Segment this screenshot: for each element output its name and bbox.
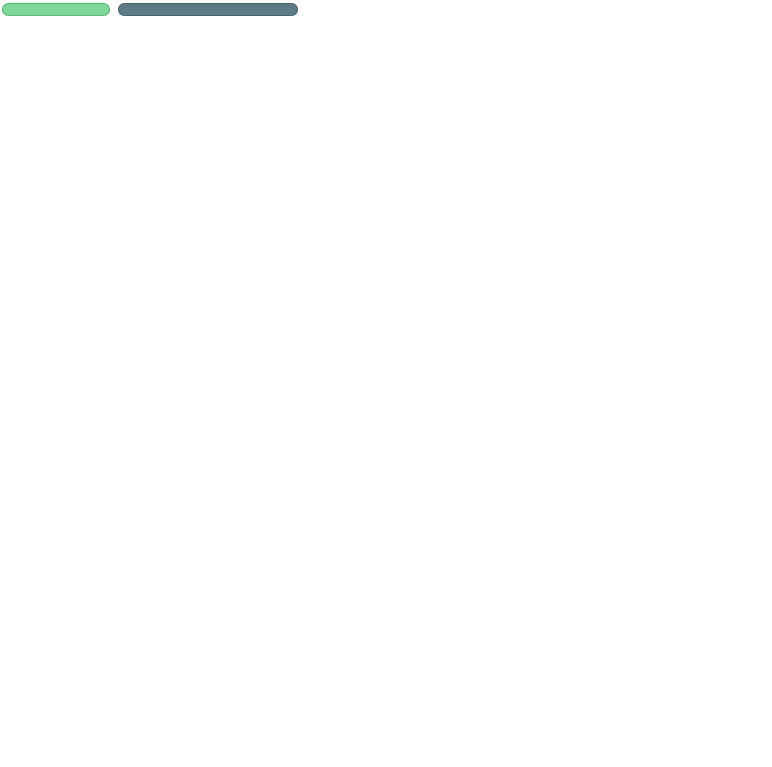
score-distribution-chart [584, 276, 771, 372]
tab-alpha[interactable] [2, 3, 110, 16]
tab-gamelog-s1[interactable] [118, 3, 298, 16]
sheet-tab-bar [0, 0, 772, 18]
